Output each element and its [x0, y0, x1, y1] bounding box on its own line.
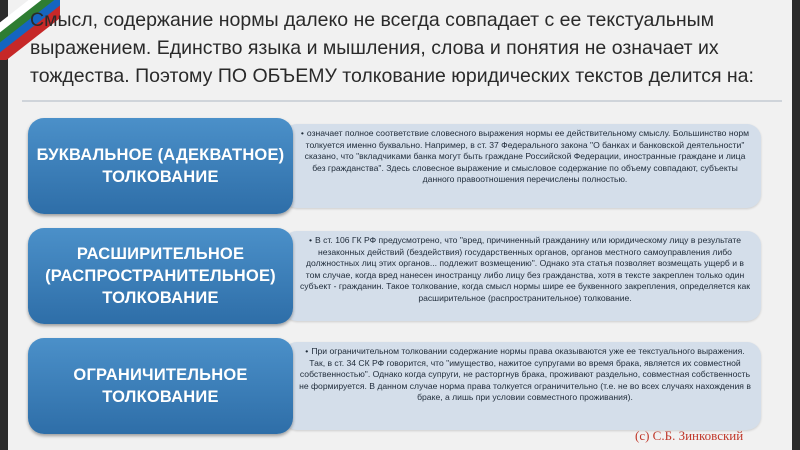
- slide-heading: Смысл, содержание нормы далеко не всегда совпадает с ее текстуальным выражением. Единство языка и мышления, слова и понятия не означает их тождества. Поэтому ПО ОБЪЕМУ толкование юридических текстов делится на:: [30, 9, 754, 87]
- category-label: ОГРАНИЧИТЕЛЬНОЕ ТОЛКОВАНИЕ: [28, 338, 293, 434]
- description-box: [283, 231, 761, 321]
- interpretation-row-extensive: [28, 228, 780, 324]
- interpretation-row-restrictive: [28, 338, 780, 434]
- left-frame-border: [0, 0, 8, 450]
- description-text: В ст. 106 ГК РФ предусмотрено, что "вред, причиненный гражданину или юридическому лицу в результате незаконных действий (бездействия) государственных органов, органов местного самоуправления либо должностных лиц этих органов... подлежит возмещению". Однако эта статья позволяет возмещать ущерб и в том случае, когда вред нанесен иностранцу либо лицу без гражданства, хотя в тексте закреплен только один субъект - гражданин. Такое толкование, когда смысл нормы шире ее буквенного закрепления, определяется как расширительное (распространительное) толкование.: [299, 235, 751, 303]
- bullet-icon: •: [309, 235, 313, 245]
- bullet-icon: •: [300, 128, 304, 138]
- interpretation-row-literal: [28, 118, 780, 214]
- right-frame-border: [792, 0, 800, 450]
- bullet-icon: •: [305, 346, 309, 356]
- category-label: БУКВАЛЬНОЕ (АДЕКВАТНОЕ) ТОЛКОВАНИЕ: [28, 118, 293, 214]
- divider-line: [22, 100, 782, 102]
- description-text: При ограничительном толковании содержание нормы права оказываются уже ее текстуального выражения. Так, в ст. 34 СК РФ говорится, что "имущество, нажитое супругами во время брака, является их совместной собственностью". Однако когда супруги, не расторгнув брака, проживают раздельно, совместная собственность не формируется. В данном случае норма права толкуется ограничительно (т.е. не во всех случаях нахождения в браке, а лишь при условии совместного проживания).: [299, 346, 751, 403]
- description-box: [283, 124, 761, 208]
- category-label: РАСШИРИТЕЛЬНОЕ (РАСПРОСТРАНИТЕЛЬНОЕ) ТОЛКОВАНИЕ: [28, 228, 293, 324]
- description-box: [283, 342, 761, 430]
- copyright-notice: (с) С.Б. Зинковский: [635, 428, 744, 443]
- description-text: означает полное соответствие словесного выражения нормы ее действительному смыслу. Большинство норм толкуется именно буквально. Например, в ст. 37 Федерального закона "О банках и банковской деятельности" сказано, что "вкладчиками банка могут быть граждане Российской Федерации, иностранные граждане и лица без гражданства". Здесь словесное выражение и смысловое содержание по объему совпадают, субъекты данного правоотношения перечислены полностью.: [304, 128, 750, 185]
